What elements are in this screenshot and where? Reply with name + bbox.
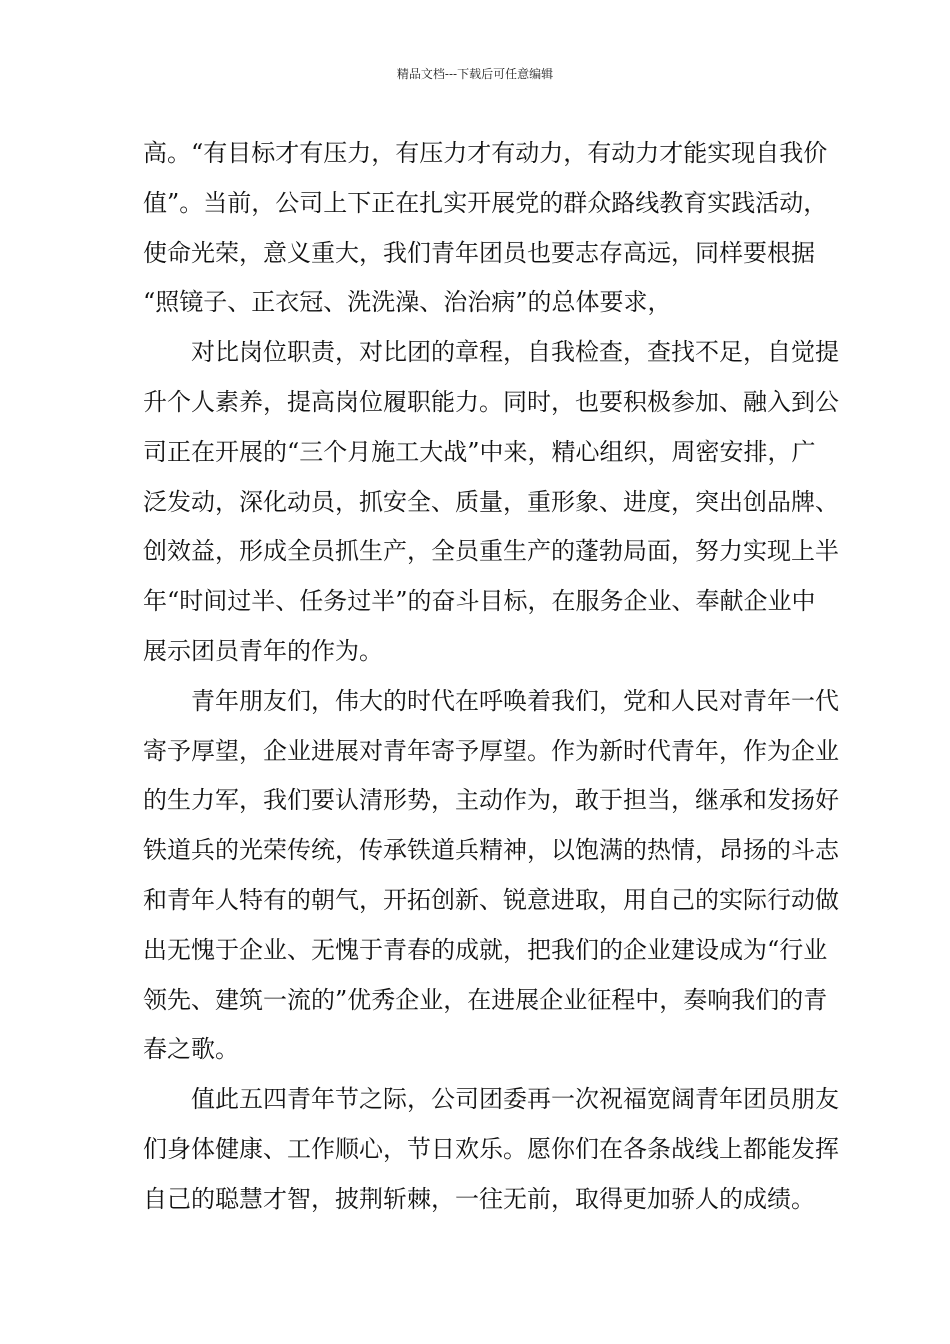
text-line: 使命光荣，意义重大，我们青年团员也要志存高远，同样要根据 — [143, 238, 815, 267]
text-line: 高。“有目标才有压力，有压力才有动力，有动力才能实现自我价 — [143, 139, 828, 167]
text-line: 出无愧于企业、无愧于青春的成就，把我们的企业建设成为“行业 — [143, 935, 828, 964]
text-line: 值”。当前，公司上下正在扎实开展党的群众路线教育实践活动， — [143, 188, 828, 217]
text-line: 创效益，形成全员抓生产，全员重生产的蓬勃局面，努力实现上半 — [143, 537, 839, 566]
text-line: 泛发动，深化动员，抓安全、质量，重形象、进度，突出创品牌、 — [143, 487, 839, 516]
text-line: “照镜子、正衣冠、洗洗澡、治治病”的总体要求， — [143, 288, 672, 317]
text-line: 对比岗位职责，对比团的章程，自我检查，查找不足，自觉提 — [191, 338, 839, 367]
text-line: 寄予厚望，企业进展对青年寄予厚望。作为新时代青年，作为企业 — [143, 736, 839, 765]
text-line: 年“时间过半、任务过半”的奋斗目标，在服务企业、奉献企业中 — [143, 587, 816, 616]
text-line: 司正在开展的“三个月施工大战”中来，精心组织，周密安排，广 — [143, 437, 816, 466]
page-header: 精品文档---下载后可任意编辑 — [396, 67, 554, 81]
text-line: 们身体健康、工作顺心，节日欢乐。愿你们在各条战线上都能发挥 — [143, 1134, 839, 1163]
paragraph-3 — [143, 681, 839, 1079]
text-line: 领先、建筑一流的”优秀企业，在进展企业征程中，奏响我们的青 — [143, 985, 828, 1014]
text-line: 升个人素养，提高岗位履职能力。同时，也要积极参加、融入到公 — [143, 387, 839, 416]
text-line: 值此五四青年节之际，公司团委再一次祝福宽阔青年团员朋友 — [191, 1085, 839, 1114]
paragraph-2 — [143, 332, 839, 681]
text-line: 展示团员青年的作为。 — [143, 636, 383, 665]
text-line: 自己的聪慧才智，披荆斩棘，一往无前，取得更加骄人的成绩。 — [143, 1184, 815, 1213]
text-line: 春之歌。 — [143, 1035, 239, 1064]
text-line: 的生力军，我们要认清形势，主动作为，敢于担当，继承和发扬好 — [143, 786, 839, 815]
text-line: 铁道兵的光荣传统，传承铁道兵精神，以饱满的热情，昂扬的斗志 — [143, 836, 839, 865]
paragraph-4 — [143, 1079, 839, 1228]
text-line: 青年朋友们，伟大的时代在呼唤着我们，党和人民对青年一代 — [191, 686, 839, 715]
paragraph-1 — [143, 133, 828, 332]
document-body — [143, 133, 839, 1229]
text-line: 和青年人特有的朝气，开拓创新、锐意进取，用自己的实际行动做 — [143, 885, 839, 914]
